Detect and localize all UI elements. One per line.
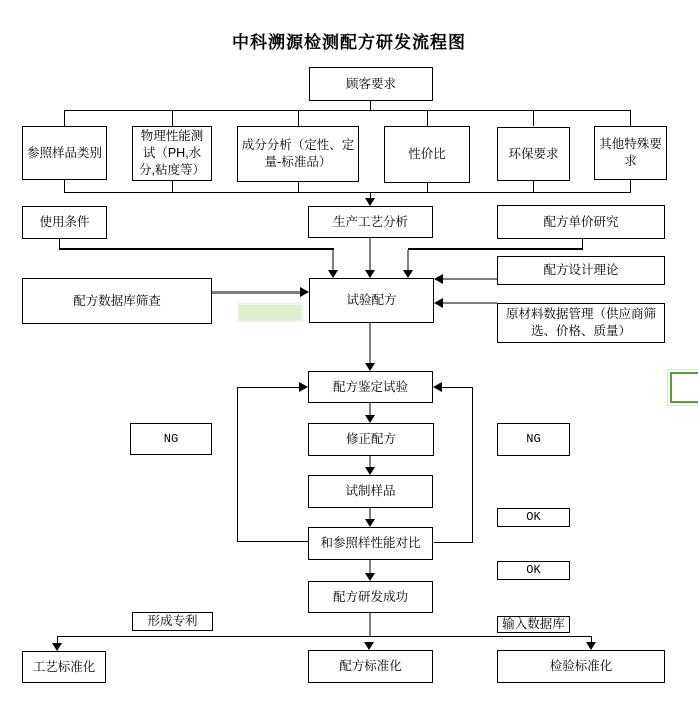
connector-line: [442, 387, 473, 388]
node-ok-bottom[interactable]: OK: [497, 561, 570, 580]
connector-line: [332, 250, 334, 270]
arrowhead: [365, 270, 375, 278]
arrowhead: [364, 642, 374, 650]
connector-line: [408, 248, 583, 250]
arrowhead: [403, 270, 413, 278]
connector-line: [172, 180, 173, 192]
arrowhead: [328, 270, 338, 278]
node-input-database-label[interactable]: 输入数据库: [497, 616, 570, 633]
connector-line: [369, 323, 371, 363]
node-form-patent-label[interactable]: 形成专利: [132, 612, 213, 631]
node-cost-performance[interactable]: 性价比: [384, 126, 470, 183]
connector-line: [369, 238, 371, 270]
connector-line: [57, 636, 58, 643]
node-raw-material-data-management[interactable]: 原材料数据管理（供应商筛选、价格、质量）: [497, 303, 665, 343]
highlight-rect: [237, 303, 303, 322]
connector-line: [369, 456, 371, 467]
node-process-standardization[interactable]: 工艺标准化: [22, 651, 106, 683]
node-formula-database-screening[interactable]: 配方数据库筛查: [22, 278, 212, 324]
node-physical-performance-test[interactable]: 物理性能测试（PH,水分,粘度等）: [132, 126, 212, 181]
connector-line: [434, 542, 473, 543]
connector-line: [64, 180, 65, 192]
node-usage-conditions[interactable]: 使用条件: [22, 206, 107, 239]
node-compare-with-reference[interactable]: 和参照样性能对比: [308, 527, 433, 560]
connector-line: [172, 110, 173, 126]
connector-line: [472, 387, 473, 543]
connector-line: [533, 180, 534, 192]
connector-line: [370, 101, 371, 110]
node-ng-right[interactable]: NG: [497, 423, 570, 456]
node-formula-unit-price-research[interactable]: 配方单价研究: [497, 205, 665, 239]
connector-line: [369, 403, 371, 415]
arrowhead: [365, 363, 375, 371]
connector-line: [237, 387, 300, 388]
arrowhead: [365, 573, 375, 581]
node-rd-success[interactable]: 配方研发成功: [308, 581, 433, 613]
connector-line: [443, 302, 497, 304]
node-revise-formula[interactable]: 修正配方: [308, 423, 434, 456]
connector-line: [443, 278, 497, 280]
node-environmental-requirements[interactable]: 环保要求: [497, 127, 570, 181]
node-trial-sample[interactable]: 试制样品: [308, 475, 433, 508]
arrowhead: [299, 382, 308, 392]
node-customer-requirements[interactable]: 顾客要求: [309, 67, 433, 101]
connector-line: [64, 110, 631, 111]
node-other-special-requirements[interactable]: 其他特殊要求: [594, 126, 667, 180]
arrowhead: [52, 643, 62, 651]
node-formula-standardization[interactable]: 配方标准化: [308, 650, 433, 683]
connector-line: [533, 110, 534, 126]
connector-line: [369, 613, 371, 636]
connector-line: [369, 560, 371, 573]
node-ok-top[interactable]: OK: [497, 508, 570, 527]
arrowhead: [434, 274, 443, 284]
arrowhead: [365, 467, 375, 475]
connector-line: [59, 248, 334, 250]
connector-line: [369, 508, 371, 519]
arrowhead: [586, 642, 596, 650]
arrowhead: [365, 198, 375, 206]
connector-line: [237, 541, 308, 542]
arrowhead: [365, 415, 375, 423]
connector-line: [407, 250, 409, 270]
node-inspection-standardization[interactable]: 检验标准化: [497, 650, 665, 683]
arrowhead: [300, 287, 309, 297]
arrowhead: [433, 382, 442, 392]
connector-line: [212, 291, 300, 294]
node-formula-design-theory[interactable]: 配方设计理论: [497, 256, 665, 285]
node-ng-left[interactable]: NG: [130, 423, 212, 455]
node-formula-identification-test[interactable]: 配方鉴定试验: [308, 371, 433, 403]
selection-box[interactable]: [670, 372, 698, 403]
node-production-process-analysis[interactable]: 生产工艺分析: [308, 206, 433, 238]
connector-line: [630, 110, 631, 126]
page-title: 中科溯源检测配方研发流程图: [232, 33, 466, 52]
connector-line: [427, 110, 428, 126]
connector-line: [64, 192, 631, 193]
connector-line: [64, 110, 65, 126]
connector-line: [57, 636, 592, 637]
node-component-analysis[interactable]: 成分分析（定性、定量-标准品）: [237, 126, 359, 182]
node-reference-sample-category[interactable]: 参照样品类别: [22, 126, 107, 180]
node-test-formula[interactable]: 试验配方: [309, 278, 434, 323]
arrowhead: [365, 519, 375, 527]
connector-line: [630, 180, 631, 192]
arrowhead: [434, 298, 443, 308]
connector-line: [237, 387, 238, 542]
connector-line: [298, 110, 299, 126]
